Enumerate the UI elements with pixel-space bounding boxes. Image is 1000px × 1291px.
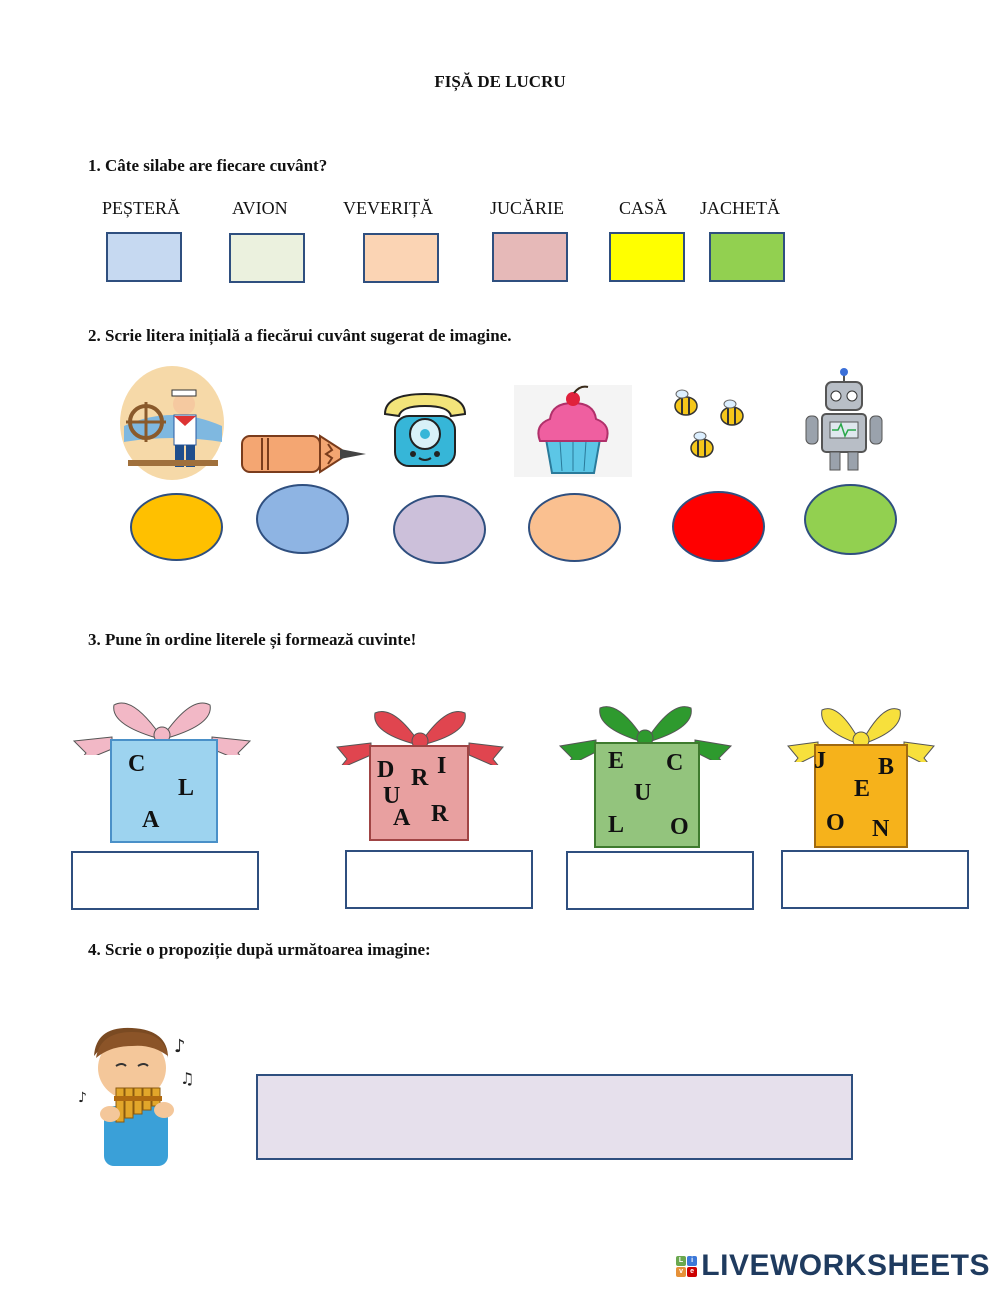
sentence-answer-box[interactable]: [256, 1074, 853, 1160]
gift-letter: R: [431, 801, 449, 827]
logo-cell: L: [676, 1256, 686, 1266]
word-answer-box[interactable]: [781, 850, 969, 909]
page-title: FIȘĂ DE LUCRU: [434, 72, 566, 91]
question-1-label: 1. Câte silabe are fiecare cuvânt?: [88, 156, 328, 175]
syllable-answer-box[interactable]: [609, 232, 685, 282]
word-jacheta: JACHETĂ: [700, 198, 780, 218]
syllable-answer-box[interactable]: [106, 232, 182, 282]
gift-box-3: [558, 700, 733, 848]
word-answer-box[interactable]: [71, 851, 259, 910]
gift-letter: E: [608, 748, 625, 774]
word-jucarie: JUCĂRIE: [490, 198, 565, 218]
word-avion: AVION: [232, 198, 288, 218]
bees-picture: [662, 380, 762, 476]
gift-letter: N: [872, 816, 890, 842]
word-answer-box[interactable]: [345, 850, 533, 909]
initial-letter-oval[interactable]: [393, 495, 486, 564]
gift-letter: A: [142, 807, 160, 833]
gift-letter: O: [826, 810, 845, 836]
gift-letter: U: [383, 783, 401, 809]
word-answer-box[interactable]: [566, 851, 754, 910]
gift-letter: A: [393, 805, 411, 831]
svg-text:♫: ♫: [180, 1069, 195, 1088]
brand-name: LIVEWORKSHEETS: [701, 1249, 990, 1282]
cupcake-picture: [514, 385, 632, 477]
liveworksheets-logo-icon: [676, 1256, 697, 1277]
svg-text:♪: ♪: [78, 1090, 87, 1106]
svg-text:♪: ♪: [174, 1036, 186, 1057]
gift-box-body: [110, 739, 218, 843]
gift-letter: B: [878, 754, 895, 780]
gift-letter: O: [670, 814, 689, 840]
syllable-answer-box[interactable]: [363, 233, 439, 283]
syllable-answer-box[interactable]: [709, 232, 785, 282]
gift-letter: L: [178, 775, 195, 801]
question-4-label: 4. Scrie o propoziție după următoarea imagine:: [88, 940, 431, 959]
logo-cell: v: [676, 1267, 686, 1277]
gift-letter: C: [128, 751, 146, 777]
gift-letter: E: [854, 776, 871, 802]
sailor-picture: [118, 364, 226, 482]
initial-letter-oval[interactable]: [130, 493, 223, 561]
initial-letter-oval[interactable]: [804, 484, 897, 555]
gift-box-2: [335, 705, 505, 845]
word-pestera: PEȘTERĂ: [102, 198, 181, 218]
gift-letter: R: [411, 765, 429, 791]
word-casa: CASĂ: [619, 198, 668, 218]
initial-letter-oval[interactable]: [256, 484, 349, 554]
logo-cell: e: [687, 1267, 697, 1277]
question-3-label: 3. Pune în ordine literele și formează cuvinte!: [88, 630, 417, 649]
syllable-answer-box[interactable]: [229, 233, 305, 283]
initial-letter-oval[interactable]: [528, 493, 621, 562]
gift-letter: I: [437, 753, 447, 779]
initial-letter-oval[interactable]: [672, 491, 765, 562]
gift-box-1: [72, 695, 252, 845]
syllable-answer-box[interactable]: [492, 232, 568, 282]
gift-letter: L: [608, 812, 625, 838]
word-veverita: VEVERIȚĂ: [343, 198, 433, 218]
gift-letter: D: [377, 757, 395, 783]
gift-letter: C: [666, 750, 684, 776]
question-2-label: 2. Scrie litera inițială a fiecărui cuvânt sugerat de imagine.: [88, 326, 512, 345]
gift-letter: J: [814, 748, 826, 774]
logo-cell: i: [687, 1256, 697, 1266]
telephone-picture: [373, 386, 477, 474]
gift-box-4: [786, 702, 936, 848]
boy-playing-panpipe-picture: [76, 1022, 204, 1172]
pencil-picture: [240, 430, 368, 478]
liveworksheets-logo: [676, 1249, 990, 1283]
gift-letter: U: [634, 780, 652, 806]
robot-picture: [798, 366, 908, 484]
